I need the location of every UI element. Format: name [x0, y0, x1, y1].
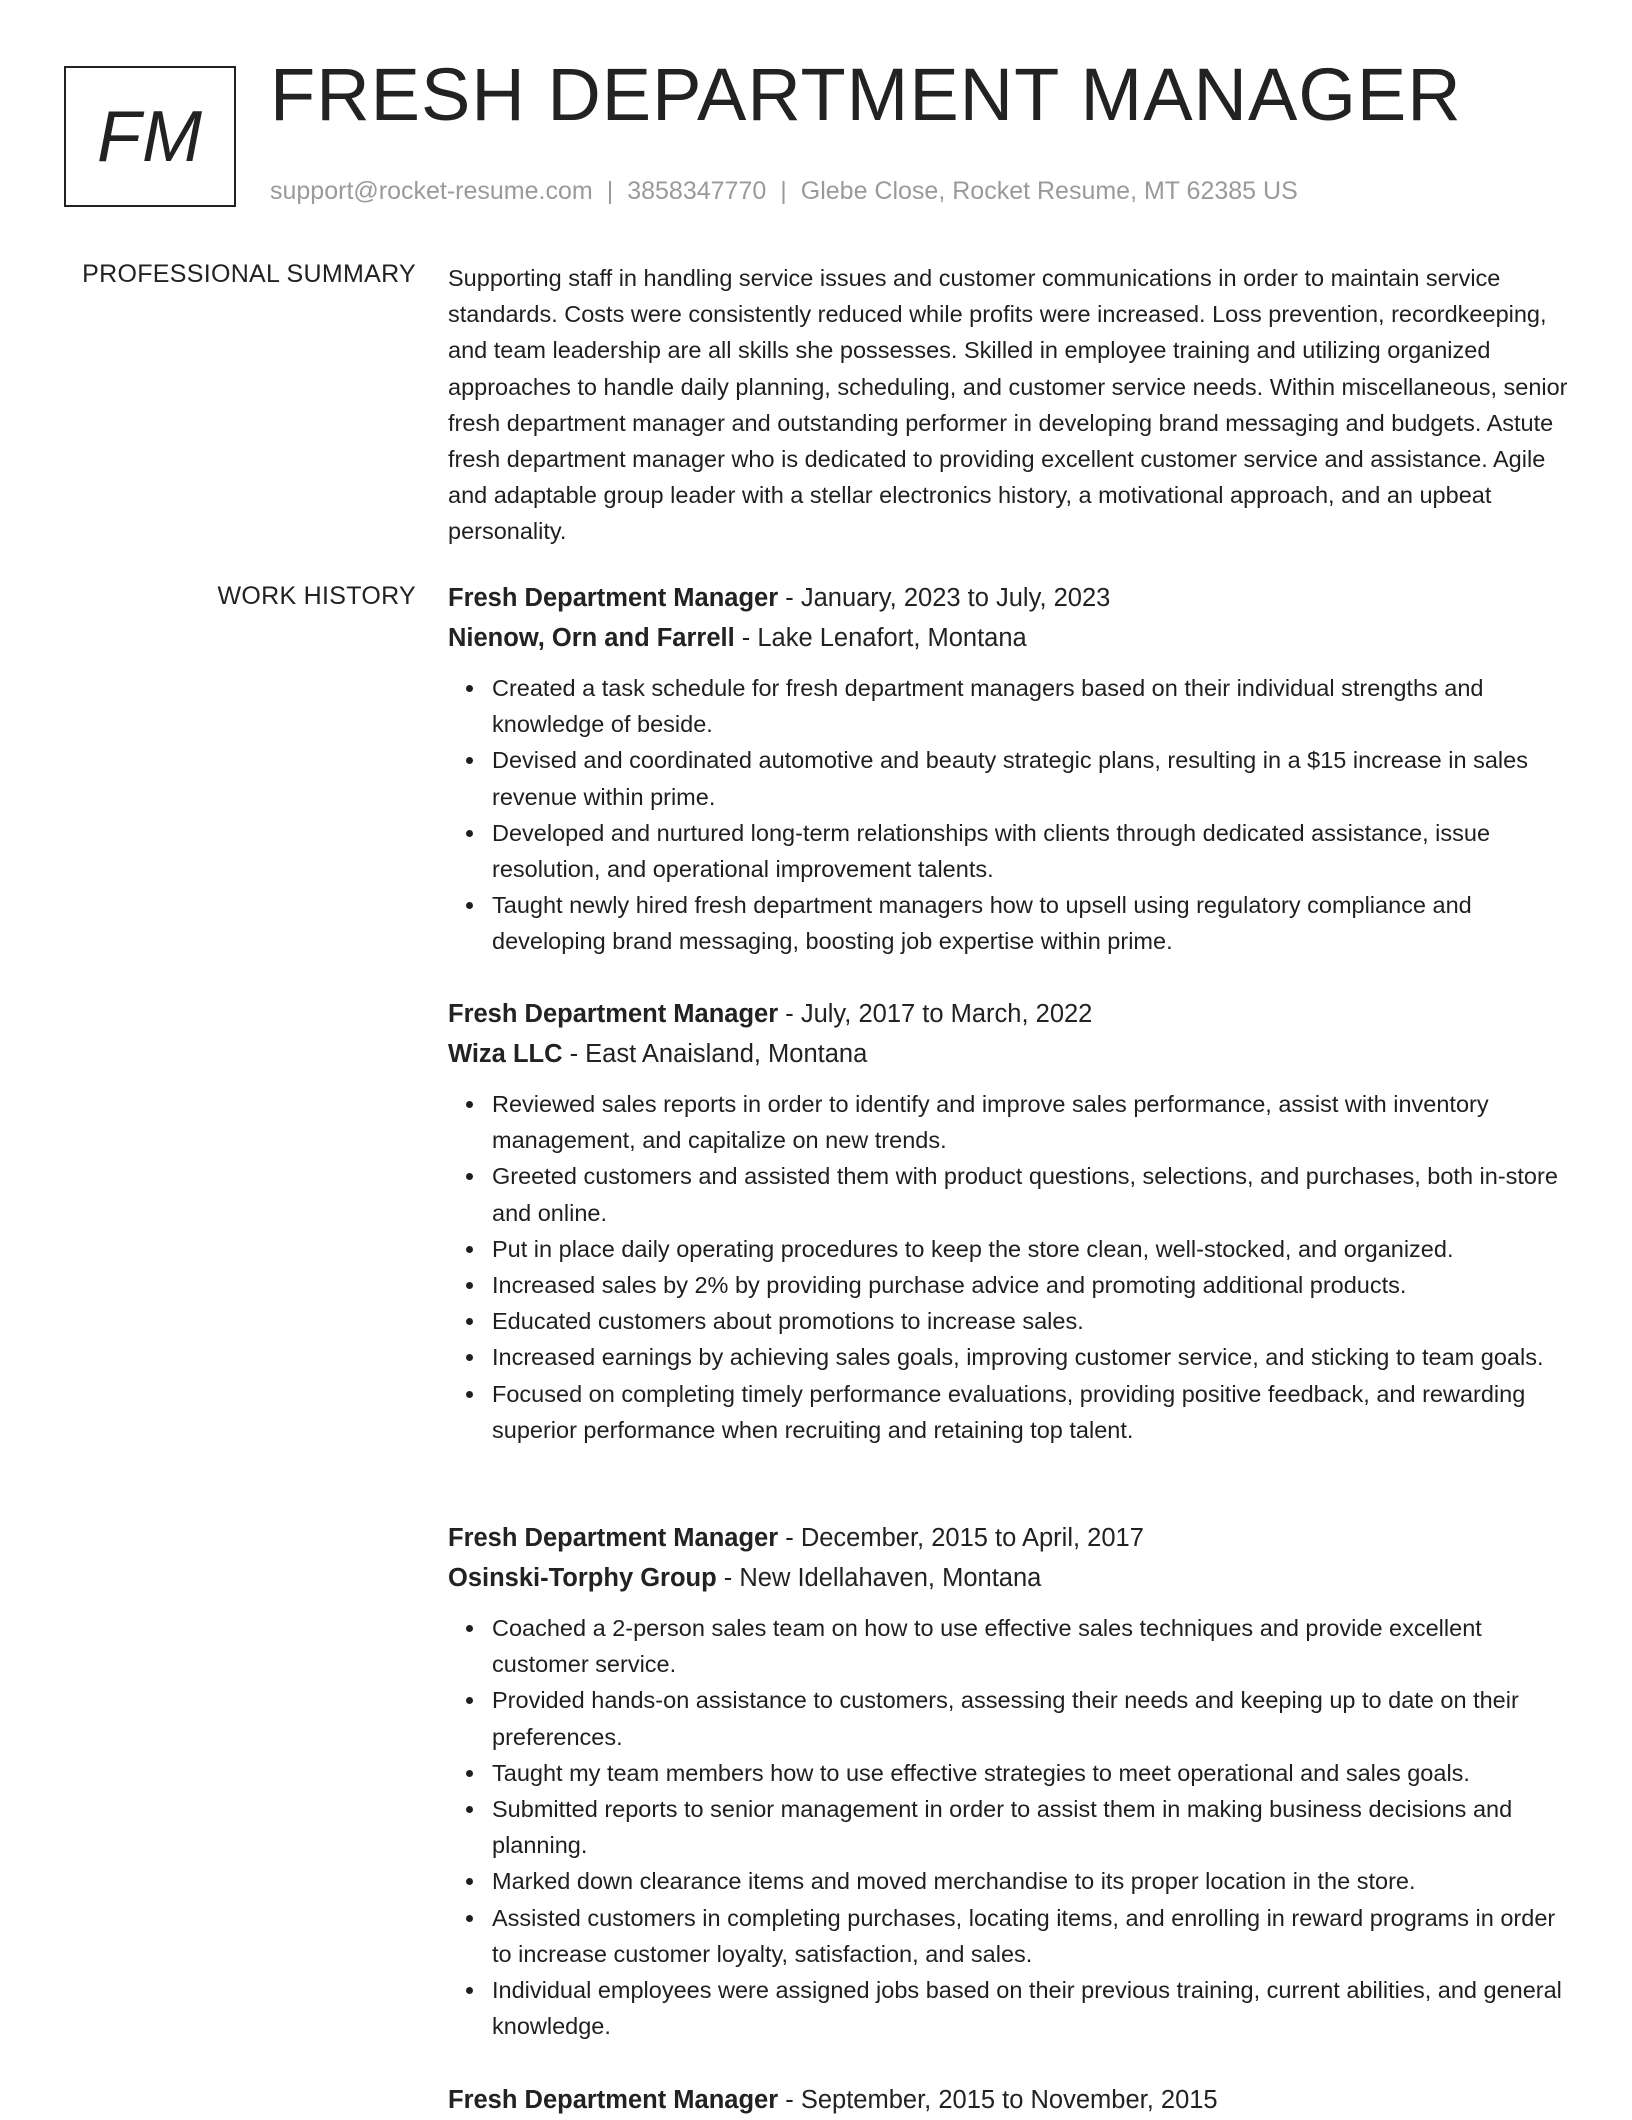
job-bullets: [448, 670, 1568, 960]
job-bullet: Focused on completing timely performance evaluations, providing positive feedback, and rewarding superior performance when recruiting and retaining top talent.: [492, 1376, 1568, 1448]
job-dates: - January, 2023 to July, 2023: [778, 584, 1111, 612]
job-bullet: Developed and nurtured long-term relationships with clients through dedicated assistance, issue resolution, and operational improvement talents.: [492, 815, 1568, 887]
job-company: Wiza LLC: [448, 1040, 563, 1068]
job-entry: [448, 2080, 1568, 2120]
job-bullet: Devised and coordinated automotive and beauty strategic plans, resulting in a $15 increase in sales revenue within prime.: [492, 742, 1568, 814]
job-location: - New Idellahaven, Montana: [716, 1564, 1042, 1592]
resume-name: FRESH DEPARTMENT MANAGER: [270, 53, 1462, 136]
job-entry: [448, 1518, 1568, 2044]
contact-email: support@rocket-resume.com: [270, 177, 593, 205]
job-bullet: Created a task schedule for fresh department managers based on their individual strengths and knowledge of beside.: [492, 670, 1568, 742]
job-title: Fresh Department Manager: [448, 1000, 779, 1028]
job-company: Osinski-Torphy Group: [448, 1564, 717, 1592]
job-title-line: [448, 2080, 1568, 2120]
job-title: Fresh Department Manager: [448, 584, 779, 612]
job-bullet: Marked down clearance items and moved merchandise to its proper location in the store.: [492, 1863, 1568, 1899]
job-bullet: Submitted reports to senior management in order to assist them in making business decisions and planning.: [492, 1791, 1568, 1863]
job-bullet: Put in place daily operating procedures to keep the store clean, well-stocked, and organized.: [492, 1231, 1568, 1267]
job-title-line: [448, 1518, 1568, 1558]
monogram-initials: FM: [97, 96, 203, 177]
contact-line: [270, 177, 1298, 206]
job-company-line: [448, 1034, 1568, 1074]
job-bullet: Increased sales by 2% by providing purchase advice and promoting additional products.: [492, 1267, 1568, 1303]
job-bullets: [448, 1610, 1568, 2044]
job-bullet: Greeted customers and assisted them with product questions, selections, and purchases, both in-store and online.: [492, 1158, 1568, 1230]
job-location: - East Anaisland, Montana: [562, 1040, 868, 1068]
contact-address: Glebe Close, Rocket Resume, MT 62385 US: [800, 177, 1298, 205]
section-label-summary: PROFESSIONAL SUMMARY: [82, 260, 416, 288]
contact-phone: 3858347770: [627, 177, 767, 205]
contact-separator: |: [780, 177, 787, 205]
job-bullet: Taught my team members how to use effective strategies to meet operational and sales goals.: [492, 1755, 1568, 1791]
job-bullet: Assisted customers in completing purchases, locating items, and enrolling in reward programs in order to increase customer loyalty, satisfaction, and sales.: [492, 1900, 1568, 1972]
job-company-line: [448, 1558, 1568, 1598]
job-bullet: Taught newly hired fresh department managers how to upsell using regulatory compliance and developing brand messaging, boosting job expertise within prime.: [492, 887, 1568, 959]
job-bullets: [448, 1086, 1568, 1448]
job-bullet: Reviewed sales reports in order to identify and improve sales performance, assist with inventory management, and capitalize on new trends.: [492, 1086, 1568, 1158]
job-company: Nienow, Orn and Farrell: [448, 624, 735, 652]
job-bullet: Increased earnings by achieving sales goals, improving customer service, and sticking to team goals.: [492, 1339, 1568, 1375]
job-bullet: Individual employees were assigned jobs based on their previous training, current abilities, and general knowledge.: [492, 1972, 1568, 2044]
job-title: Fresh Department Manager: [448, 1524, 779, 1552]
job-title-line: [448, 994, 1568, 1034]
job-entry: [448, 994, 1568, 1448]
monogram-box: [64, 66, 236, 207]
job-dates: - July, 2017 to March, 2022: [778, 1000, 1093, 1028]
section-label-work-history: WORK HISTORY: [217, 582, 416, 610]
job-bullet: Educated customers about promotions to increase sales.: [492, 1303, 1568, 1339]
job-location: - Lake Lenafort, Montana: [734, 624, 1027, 652]
job-title-line: [448, 578, 1568, 618]
job-company-line: [448, 618, 1568, 658]
job-bullet: Provided hands-on assistance to customers, assessing their needs and keeping up to date on their preferences.: [492, 1682, 1568, 1754]
job-entry: [448, 578, 1568, 960]
contact-separator: |: [606, 177, 614, 205]
job-title: Fresh Department Manager: [448, 2086, 779, 2114]
job-dates: - September, 2015 to November, 2015: [778, 2086, 1218, 2114]
job-bullet: Coached a 2-person sales team on how to use effective sales techniques and provide excellent customer service.: [492, 1610, 1568, 1682]
summary-text: Supporting staff in handling service issues and customer communications in order to maintain service standards. Costs were consistently reduced while profits were increased. Loss prevention, recordkeeping, and team leadership are all skills she possesses. Skilled in employee training and utilizing organized approaches to handle daily planning, scheduling, and customer service needs. Within miscellaneous, senior fresh department manager and outstanding performer in developing brand messaging and budgets. Astute fresh department manager who is dedicated to providing excellent customer service and assistance. Agile and adaptable group leader with a stellar electronics history, a motivational approach, and an upbeat personality.: [448, 265, 1568, 545]
job-dates: - December, 2015 to April, 2017: [778, 1524, 1144, 1552]
